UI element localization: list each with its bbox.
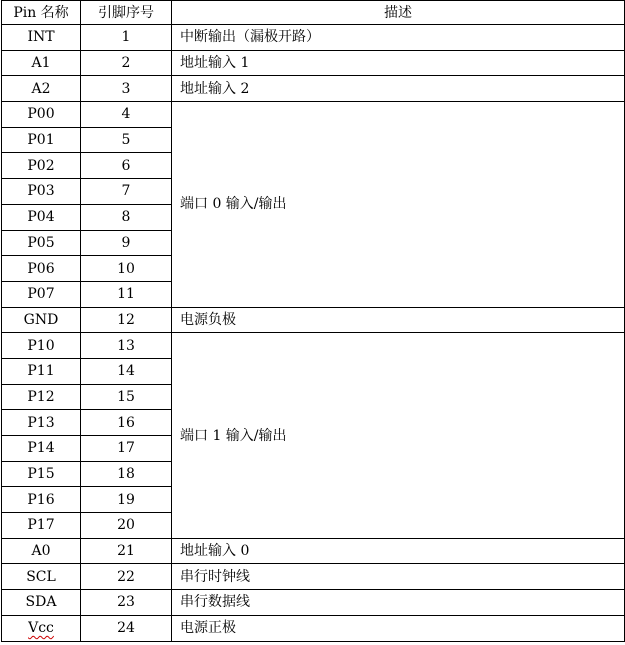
pin-name-text: A0: [31, 543, 51, 560]
pin-name-cell: [2, 281, 81, 307]
pin-name-text: P05: [27, 234, 55, 251]
pin-name-text: Vcc: [28, 620, 54, 637]
pin-name-cell: [2, 513, 81, 539]
pin-description-cell: 串行数据线: [172, 590, 625, 616]
table-row: [2, 25, 625, 51]
pin-name-text: P17: [27, 517, 55, 534]
pin-name-text: P00: [27, 106, 55, 123]
pin-name-text: P15: [27, 466, 55, 483]
pin-number-cell: 9: [81, 230, 172, 256]
pin-name-text: P04: [27, 209, 55, 226]
pin-number-cell: 1: [81, 25, 172, 51]
pin-name-text: GND: [23, 311, 59, 328]
pin-number-cell: 3: [81, 76, 172, 102]
pin-description-cell: 电源负极: [172, 307, 625, 333]
pin-name-cell: [2, 564, 81, 590]
pin-number-cell: 5: [81, 127, 172, 153]
pin-number-cell: 11: [81, 281, 172, 307]
pin-number-cell: 13: [81, 333, 172, 359]
pin-name-cell: [2, 25, 81, 51]
pin-name-text: P13: [27, 414, 55, 431]
pin-name-cell: [2, 333, 81, 359]
pin-name-text: P16: [27, 491, 55, 508]
pin-number-cell: 12: [81, 307, 172, 333]
table-row: [2, 50, 625, 76]
pin-name-cell: [2, 307, 81, 333]
pin-name-cell: [2, 256, 81, 282]
pin-name-text: INT: [27, 29, 55, 46]
pin-name-cell: [2, 127, 81, 153]
pin-name-text: P12: [27, 388, 55, 405]
pin-name-text: P10: [27, 337, 55, 354]
table-row: [2, 590, 625, 616]
pin-number-cell: 17: [81, 436, 172, 462]
pin-name-text: P03: [27, 183, 55, 200]
pin-number-cell: 24: [81, 615, 172, 641]
pin-name-cell: [2, 204, 81, 230]
pin-number-cell: 19: [81, 487, 172, 513]
header-row: [2, 1, 625, 25]
pin-number-cell: 16: [81, 410, 172, 436]
pin-number-cell: 20: [81, 513, 172, 539]
pin-description-cell: 电源正极: [172, 615, 625, 641]
header-pin-number: 引脚序号: [81, 1, 172, 25]
table-row: [2, 333, 625, 359]
pin-name-text: SDA: [25, 594, 57, 611]
pin-name-text: P14: [27, 440, 55, 457]
pin-number-cell: 22: [81, 564, 172, 590]
pin-description-cell: 地址输入 0: [172, 538, 625, 564]
pin-name-cell: [2, 590, 81, 616]
pin-description-cell: 串行时钟线: [172, 564, 625, 590]
table-body: [2, 25, 625, 642]
pin-name-cell: [2, 487, 81, 513]
pin-number-cell: 10: [81, 256, 172, 282]
pin-name-cell: [2, 461, 81, 487]
header-pin-name: Pin 名称: [2, 1, 81, 25]
pin-number-cell: 4: [81, 102, 172, 128]
pin-name-cell: [2, 153, 81, 179]
pin-name-cell: [2, 384, 81, 410]
pin-number-cell: 14: [81, 358, 172, 384]
pin-number-cell: 2: [81, 50, 172, 76]
pin-name-text: A2: [31, 80, 51, 97]
pin-name-cell: [2, 76, 81, 102]
pin-number-cell: 6: [81, 153, 172, 179]
pin-name-text: P11: [27, 363, 55, 380]
pin-number-cell: 23: [81, 590, 172, 616]
pin-name-cell: [2, 410, 81, 436]
table-row: [2, 564, 625, 590]
pin-name-cell: [2, 179, 81, 205]
table-row: [2, 615, 625, 641]
pin-number-cell: 18: [81, 461, 172, 487]
pin-name-cell: [2, 102, 81, 128]
table-row: [2, 307, 625, 333]
table-row: [2, 102, 625, 128]
pin-description-cell: 端口 1 输入/输出: [172, 333, 625, 539]
pin-name-text: P07: [27, 286, 55, 303]
pin-name-text: P06: [27, 260, 55, 277]
pin-name-text: A1: [31, 55, 51, 72]
table-row: [2, 538, 625, 564]
pin-name-cell: [2, 538, 81, 564]
pin-number-cell: 7: [81, 179, 172, 205]
pin-description-cell: 中断输出（漏极开路）: [172, 25, 625, 51]
pin-name-text: P02: [27, 157, 55, 174]
header-description: 描述: [172, 1, 625, 25]
pin-description-cell: 地址输入 2: [172, 76, 625, 102]
pin-name-cell: [2, 50, 81, 76]
pin-name-text: P01: [27, 132, 55, 149]
pin-description-cell: 端口 0 输入/输出: [172, 102, 625, 308]
pin-number-cell: 15: [81, 384, 172, 410]
pin-name-cell: [2, 436, 81, 462]
pin-name-cell: [2, 615, 81, 641]
pin-name-cell: [2, 358, 81, 384]
pin-name-cell: [2, 230, 81, 256]
pin-description-table: [1, 0, 625, 642]
pin-number-cell: 21: [81, 538, 172, 564]
table-row: [2, 76, 625, 102]
pin-name-text: SCL: [26, 568, 56, 585]
pin-number-cell: 8: [81, 204, 172, 230]
pin-description-cell: 地址输入 1: [172, 50, 625, 76]
